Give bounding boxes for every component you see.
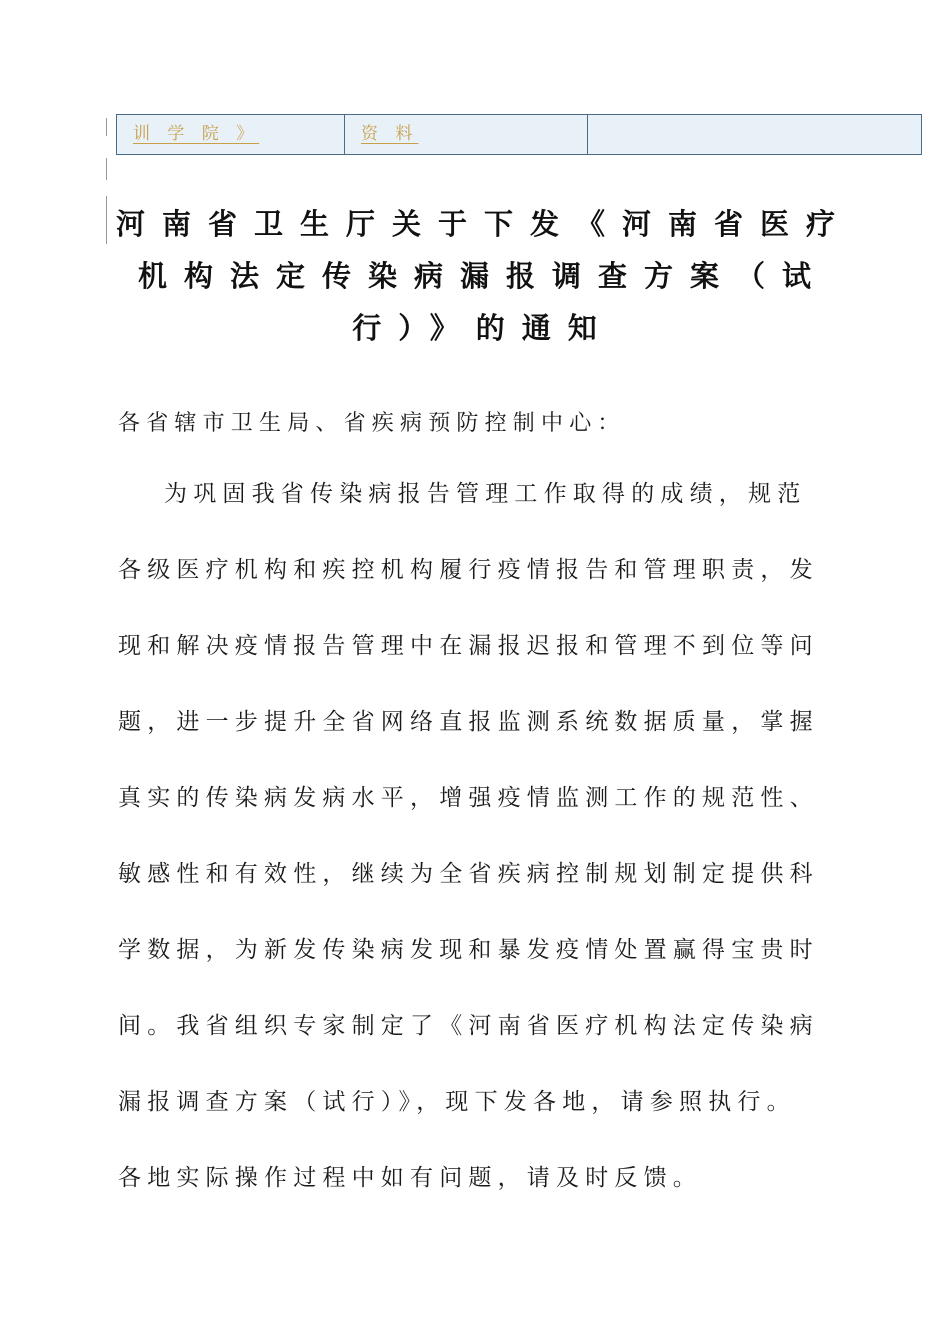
margin-mark-title [106,196,107,244]
nav-link-academy[interactable]: 训 学 院 》 [133,124,260,144]
nav-cell-academy [117,115,345,154]
body-line: 敏感性和有效性，继续为全省疾病控制规划制定提供科 [118,861,819,887]
margin-mark-middle [106,158,107,180]
body-line: 学数据，为新发传染病发现和暴发疫情处置赢得宝贵时 [118,937,819,963]
nav-cell-empty [588,115,921,154]
nav-table [116,114,922,155]
body-line: 题，进一步提升全省网络直报监测系统数据质量，掌握 [118,709,819,735]
margin-mark-top [106,118,107,136]
body-line: 各地实际操作过程中如有问题，请及时反馈。 [118,1165,702,1191]
nav-link-materials[interactable]: 资 料 [361,124,419,144]
body-line: 间。我省组织专家制定了《河南省医疗机构法定传染病 [118,1013,819,1039]
body-line: 各级医疗机构和疾控机构履行疫情报告和管理职责，发 [118,557,819,583]
title-line: 行）》的通知 [352,311,614,345]
body-line: 真实的传染病发病水平，增强疫情监测工作的规范性、 [118,785,819,811]
salutation: 各省辖市卫生局、省疾病预防控制中心： [118,411,626,436]
body-line: 漏报调查方案（试行）》，现下发各地，请参照执行。 [118,1089,796,1115]
document-title [116,198,853,354]
title-line: 河南省卫生厅关于下发《河南省医疗 [116,207,853,241]
body-line: 现和解决疫情报告管理中在漏报迟报和管理不到位等问 [118,633,819,659]
title-line: 机构法定传染病漏报调查方案（试 [137,259,828,293]
body-paragraph [118,472,858,1232]
body-line: 为巩固我省传染病报告管理工作取得的成绩，规范 [164,481,807,507]
nav-cell-materials [345,115,588,154]
